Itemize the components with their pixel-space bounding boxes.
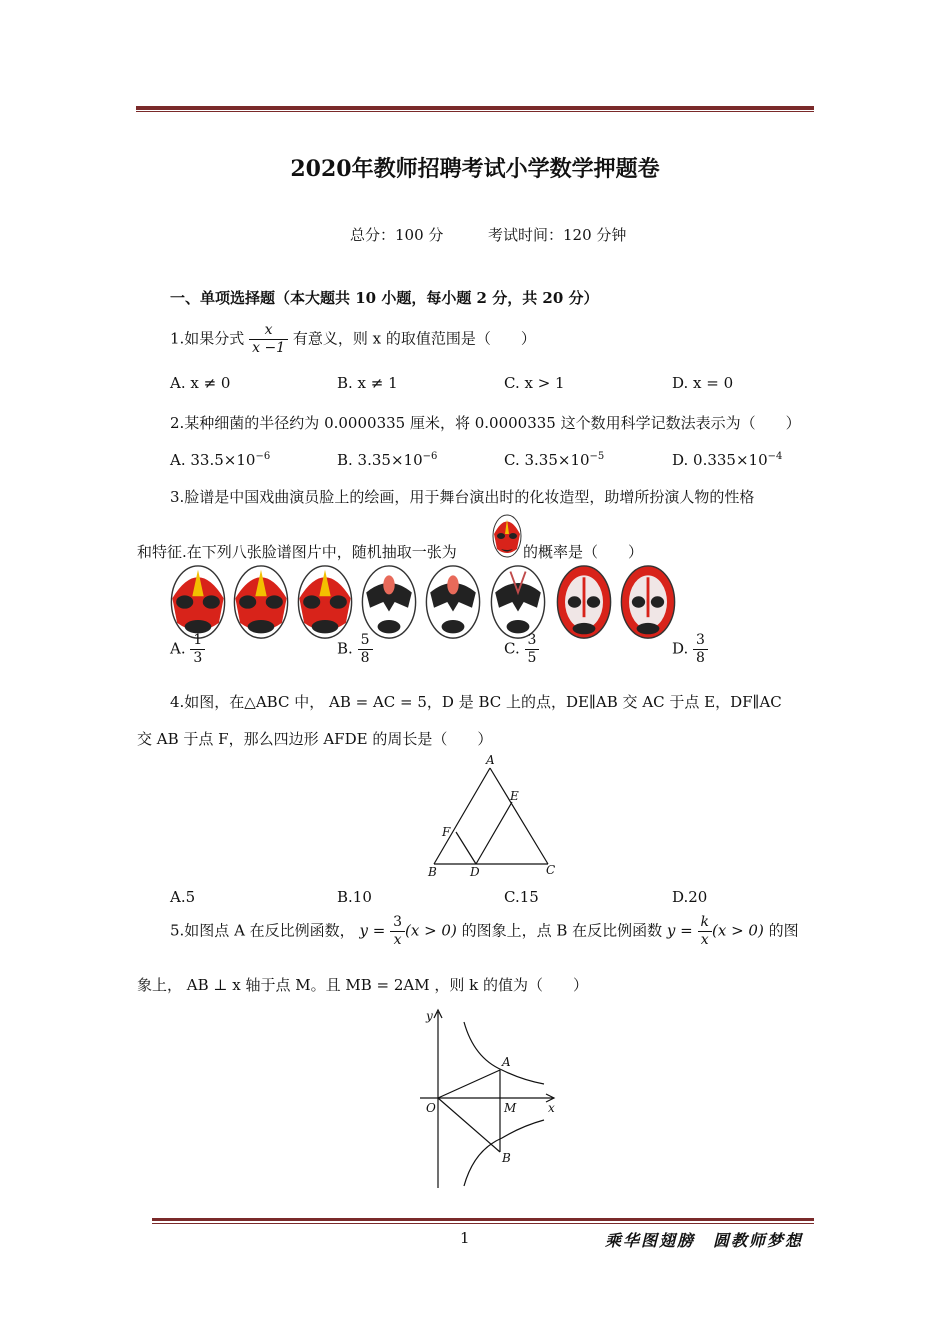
mask-red-3-icon (296, 564, 354, 640)
q1-option-a[interactable]: A. x ≠ 0 (170, 374, 231, 392)
q1-fraction (249, 322, 288, 357)
q3-b-den: 8 (360, 650, 370, 666)
footer-rule (152, 1218, 814, 1221)
q5-f1-den: x (393, 932, 402, 948)
q1-suffix: 有意义，则 x 的取值范围是（ ） (292, 329, 536, 348)
segment-de (476, 802, 512, 864)
label-a: A (502, 1055, 511, 1069)
q3-b-label: B. (337, 639, 353, 658)
mask-white-3-icon (489, 564, 547, 640)
side-ab (434, 768, 490, 864)
footer-motto: 乘华图翅膀 圆教师梦想 (605, 1231, 804, 1250)
q2-option-d[interactable] (672, 451, 782, 469)
segment-ob (438, 1098, 500, 1152)
q4-option-c[interactable]: C.15 (504, 888, 539, 906)
section-heading: 一、单项选择题（本大题共 10 小题，每小题 2 分，共 20 分） (170, 289, 599, 307)
q5-f2-num: k (698, 914, 712, 932)
q3-b-frac (358, 632, 373, 667)
q3-b-num: 5 (358, 632, 373, 650)
label-b: B (502, 1151, 511, 1165)
q5-f1-cond: (x > 0) (404, 921, 457, 940)
footer-rule-thin (152, 1223, 814, 1224)
q5-p3: 的图 (768, 921, 799, 940)
header-rule-thin (136, 111, 814, 112)
segment-oa (438, 1070, 500, 1098)
label-y: y (426, 1009, 433, 1023)
q5-f2-frac (698, 914, 712, 949)
question-4-line1: 4.如图，在△ABC 中， AB = AC = 5，D 是 BC 上的点，DE∥AB 交 AC 于点 E，DF∥AC (170, 693, 782, 711)
question-3-line2b: 的概率是（ ） (523, 543, 644, 561)
question-2: 2.某种细菌的半径约为 0.0000335 厘米，将 0.0000335 这个数用科学记数法表示为（ ） (170, 414, 801, 432)
label-a: A (486, 753, 495, 767)
mask-ornate-1-icon (555, 564, 613, 640)
q5-f2-cond: (x > 0) (712, 921, 764, 940)
q3-option-c[interactable] (504, 632, 539, 667)
page-title: 2020年教师招聘考试小学数学押题卷 (290, 156, 660, 182)
label-b: B (428, 865, 437, 879)
label-m: M (504, 1101, 517, 1115)
q3-d-den: 8 (696, 650, 705, 666)
q2-option-c[interactable] (504, 451, 604, 469)
q3-c-num: 3 (525, 632, 540, 650)
label-e: E (510, 789, 519, 803)
q4-option-a[interactable]: A.5 (170, 888, 196, 906)
mask-white-2-icon (424, 564, 482, 640)
page-number: 1 (460, 1229, 470, 1247)
q3-option-a[interactable] (170, 632, 205, 667)
segment-df (456, 832, 476, 864)
exam-time: 考试时间：120 分钟 (488, 226, 627, 244)
question-3-line1: 3.脸谱是中国戏曲演员脸上的绘画，用于舞台演出时的化妆造型，助增所扮演人物的性格 (170, 488, 755, 506)
q3-c-den: 5 (527, 650, 537, 666)
q1-option-d[interactable]: D. x = 0 (672, 374, 734, 392)
q3-a-label: A. (170, 639, 186, 658)
q5-p1: 5.如图点 A 在反比例函数， (170, 921, 355, 940)
q1-frac-num: x (249, 322, 288, 340)
q2-b-base: B. 3.35×10 (337, 451, 423, 469)
question-3-line2a: 和特征.在下列八张脸谱图片中，随机抽取一张为 (137, 543, 457, 561)
mask-ornate-2-icon (619, 564, 677, 640)
label-o: O (426, 1101, 436, 1115)
label-f: F (442, 825, 451, 839)
q3-c-frac (525, 632, 540, 667)
q1-option-c[interactable]: C. x > 1 (504, 374, 565, 392)
q3-a-frac (190, 632, 205, 667)
hyperbola-figure (418, 1008, 566, 1190)
question-1 (170, 322, 536, 357)
q1-frac-den: x −1 (252, 340, 286, 356)
mask-red-1-icon (169, 564, 227, 640)
q5-f1-lhs: y = (359, 921, 386, 940)
q4-option-d[interactable]: D.20 (672, 888, 708, 906)
q3-d-frac (693, 632, 708, 667)
q2-option-b[interactable] (337, 451, 437, 469)
q5-f2-den: x (700, 932, 709, 948)
q3-d-num: 3 (693, 632, 708, 650)
inline-mask-icon (492, 514, 522, 558)
total-score: 总分：100 分 (350, 226, 444, 244)
q5-p2: 的图象上，点 B 在反比例函数 (461, 921, 663, 940)
label-x: x (548, 1101, 555, 1115)
q2-d-base: D. 0.335×10 (672, 451, 768, 469)
q5-f2-lhs: y = (666, 921, 693, 940)
q2-c-base: C. 3.35×10 (504, 451, 590, 469)
q3-d-label: D. (672, 639, 689, 658)
q3-option-d[interactable] (672, 632, 708, 667)
q2-b-exp: −6 (422, 451, 438, 462)
q3-option-b[interactable] (337, 632, 373, 667)
q4-option-b[interactable]: B.10 (337, 888, 372, 906)
q2-option-a[interactable] (170, 451, 270, 469)
curve-upper (464, 1022, 544, 1084)
mask-red-2-icon (232, 564, 290, 640)
q1-prefix: 1.如果分式 (170, 329, 245, 348)
label-c: C (546, 863, 556, 877)
q5-f1-num: 3 (390, 914, 405, 932)
q3-a-num: 1 (190, 632, 205, 650)
q2-d-exp: −4 (767, 451, 783, 462)
q1-option-b[interactable]: B. x ≠ 1 (337, 374, 398, 392)
question-5-line2: 象上， AB ⊥ x 轴于点 M。且 MB = 2AM ，则 k 的值为（ ） (137, 976, 589, 994)
q3-a-den: 3 (193, 650, 203, 666)
q2-a-exp: −6 (255, 451, 271, 462)
mask-white-1-icon (360, 564, 418, 640)
q5-f1-frac (390, 914, 405, 949)
label-d: D (470, 865, 480, 879)
triangle-figure (420, 752, 560, 884)
side-ac (490, 768, 548, 864)
header-rule (136, 106, 814, 110)
q2-c-exp: −5 (589, 451, 605, 462)
q3-c-label: C. (504, 639, 520, 658)
question-4-line2: 交 AB 于点 F，那么四边形 AFDE 的周长是（ ） (137, 730, 493, 748)
q2-a-base: A. 33.5×10 (170, 451, 256, 469)
question-5-line1 (170, 914, 799, 949)
